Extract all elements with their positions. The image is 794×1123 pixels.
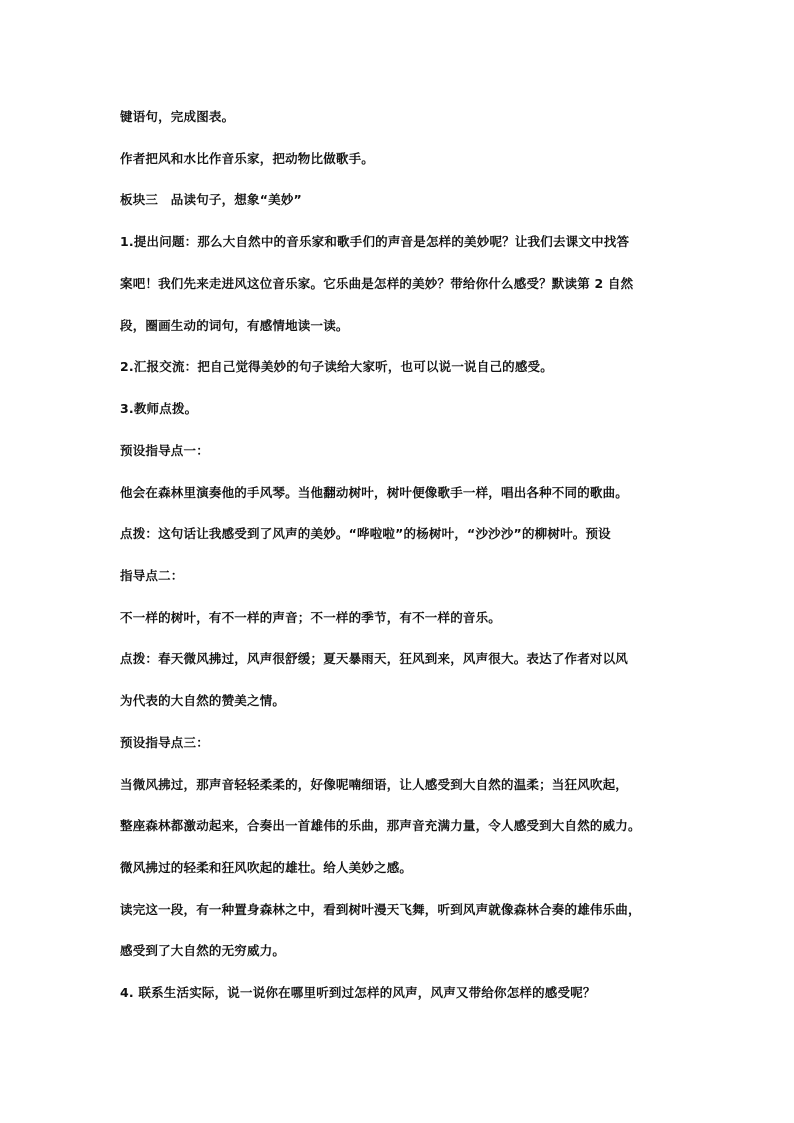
text-line: 为代表的大自然的赞美之情。: [120, 693, 286, 708]
text-line: 键语句，完成图表。: [120, 109, 235, 124]
text-line: 点拨：这句话让我感受到了风声的美妙。“哗啦啦”的杨树叶，“沙沙沙”的柳树叶。预设: [120, 526, 611, 541]
text-line: 微风拂过的轻柔和狂风吹起的雄壮。给人美妙之感。: [120, 860, 413, 875]
text-line: 段，圈画生动的词句，有感情地读一读。: [120, 318, 349, 333]
text-line: 他会在森林里演奏他的手风琴。当他翻动树叶，树叶便像歌手一样，唱出各种不同的歌曲。: [120, 485, 629, 500]
text-line: 2.汇报交流：把自己觉得美妙的句子读给大家听，也可以说一说自己的感受。: [120, 359, 553, 374]
text-line: 读完这一段，有一种置身森林之中，看到树叶漫天飞舞，听到风声就像森林合奏的雄伟乐曲，: [120, 902, 641, 917]
text-line: 整座森林都激动起来，合奏出一首雄伟的乐曲，那声音充满力量，令人感受到大自然的威力。: [120, 818, 641, 833]
text-line: 作者把风和水比作音乐家，把动物比做歌手。: [120, 151, 375, 166]
text-line: 感受到了大自然的无穷威力。: [120, 943, 286, 958]
text-line: 点拨：春天微风拂过，风声很舒缓；夏天暴雨天，狂风到来，风声很大。表达了作者对以风: [120, 651, 629, 666]
text-line: 预设指导点三：: [120, 735, 209, 750]
text-line: 4. 联系生活实际，说一说你在哪里听到过怎样的风声，风声又带给你怎样的感受呢？: [120, 985, 596, 1000]
text-line: 预设指导点一：: [120, 443, 209, 458]
text-line: 指导点二：: [120, 568, 184, 583]
text-line: 3.教师点拨。: [120, 401, 198, 416]
section-heading: 板块三 品读句子，想象“美妙”: [120, 192, 302, 207]
text-line: 1.提出问题：那么大自然中的音乐家和歌手们的声音是怎样的美妙呢？让我们去课文中找答: [120, 234, 630, 249]
text-line: 当微风拂过，那声音轻轻柔柔的，好像呢喃细语，让人感受到大自然的温柔；当狂风吹起，: [120, 777, 629, 792]
text-line: 不一样的树叶，有不一样的声音；不一样的季节，有不一样的音乐。: [120, 610, 502, 625]
text-line: 案吧！我们先来走进风这位音乐家。它乐曲是怎样的美妙？带给你什么感受？默读第 2 自然: [120, 276, 634, 291]
